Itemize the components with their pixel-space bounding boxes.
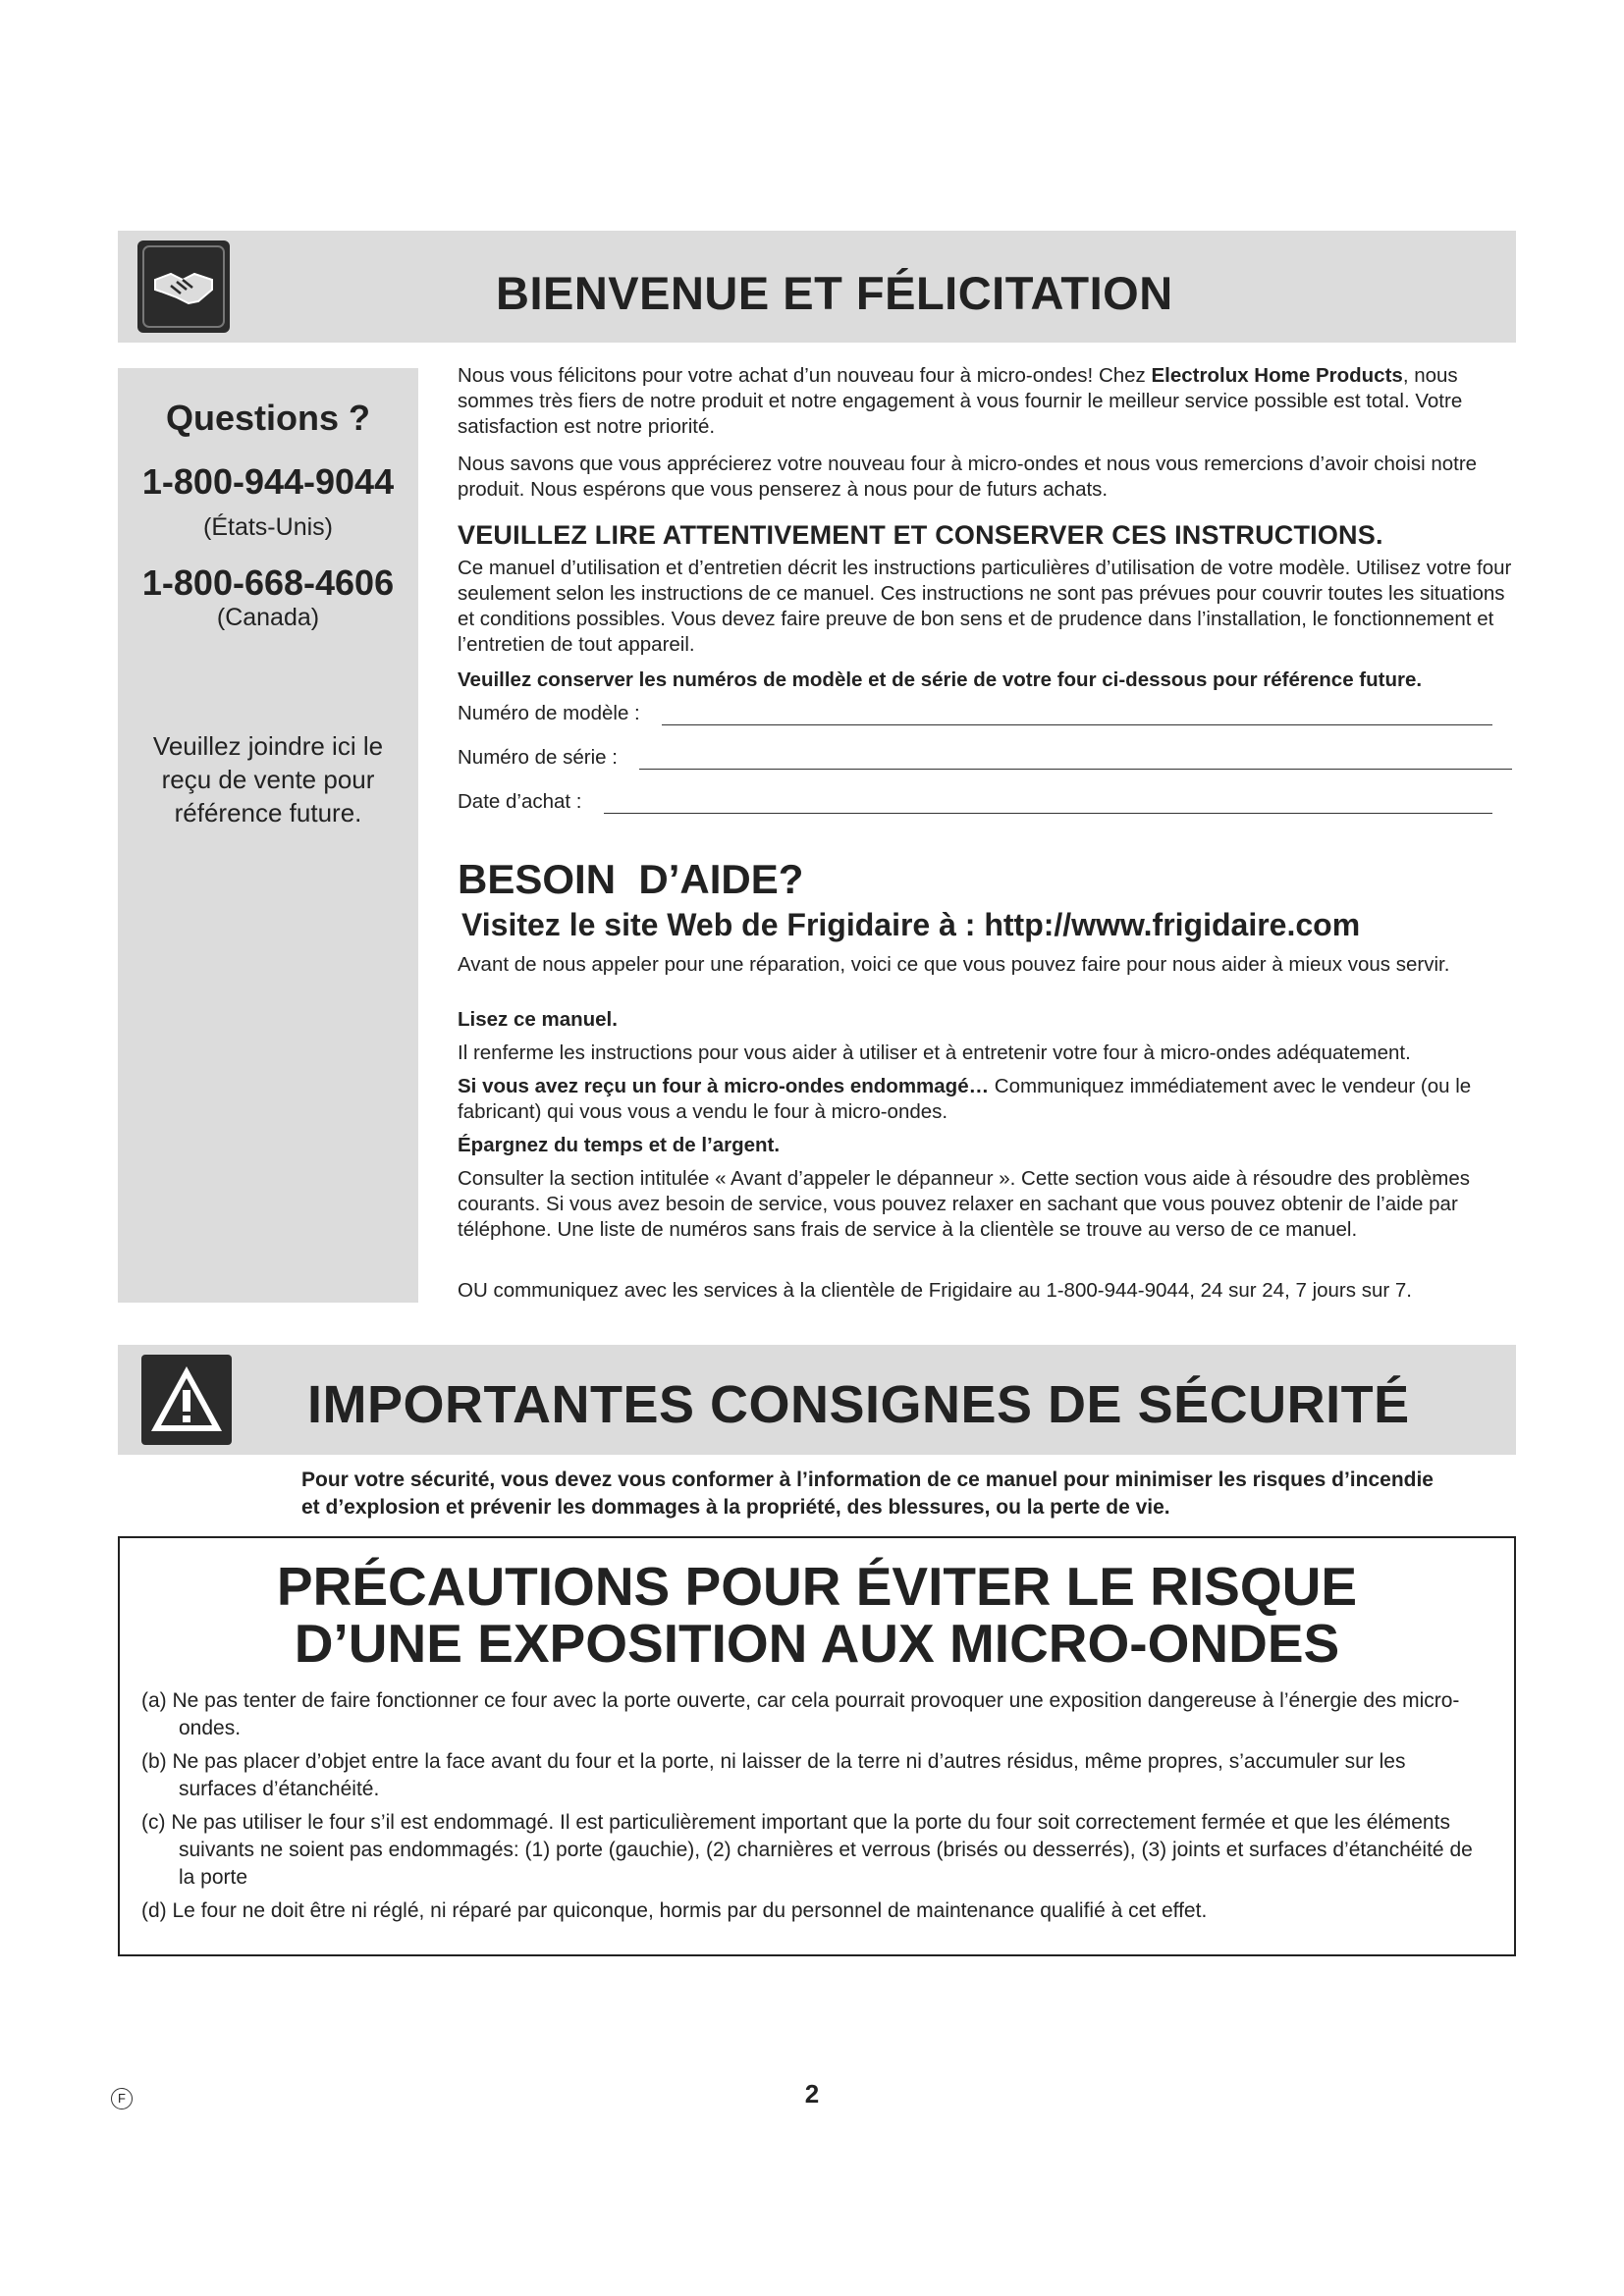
precautions-box [118, 1536, 1516, 1956]
welcome-banner [118, 231, 1516, 343]
phone-canada: 1-800-668-4606 [141, 562, 395, 603]
serial-number-line[interactable] [639, 751, 1512, 770]
save-time-heading: Épargnez du temps et de l’argent. [458, 1134, 781, 1156]
keep-numbers-note: Veuillez conserver les numéros de modèle et de série de votre four ci-dessous pour référence future. [458, 668, 1423, 691]
model-number-line[interactable] [662, 707, 1492, 725]
help-intro: Avant de nous appeler pour une réparation, voici ce que vous pouvez faire pour nous aider à mieux vous servir. [458, 953, 1450, 976]
precautions-title-line-1: PRÉCAUTIONS POUR ÉVITER LE RISQUE [276, 1556, 1358, 1617]
serial-number-label: Numéro de série : [458, 746, 618, 769]
warning-icon [141, 1355, 232, 1445]
precautions-title-line-2: D’UNE EXPOSITION AUX MICRO-ONDES [294, 1613, 1340, 1674]
brand-name: Electrolux Home Products [1151, 364, 1403, 387]
safety-intro: Pour votre sécurité, vous devez vous conformer à l’information de ce manuel pour minimiser les risques d’incendie et d’explosion et prévenir les dommages à la propriété, des blessures, ou la perte de vie. [301, 1468, 1434, 1519]
precaution-item-a: (a) Ne pas tenter de faire fonctionner ce four avec la porte ouverte, car cela pourrait provoquer une exposition dangereuse à l’énergie des micro-ondes. [141, 1689, 1460, 1739]
phone-us: 1-800-944-9044 [141, 461, 395, 502]
precaution-item-c: (c) Ne pas utiliser le four s’il est endommagé. Il est particulièrement important que la porte du four soit correctement fermée et que les éléments suivants ne soient pas endommagés: (1) porte (gauchie), (2) charnières et verrous (brisés ou desserrés), (3) joints et surfaces d’étanchéité de la porte [141, 1811, 1473, 1889]
handshake-icon [137, 240, 230, 333]
intro-paragraph-2: Nous savons que vous apprécierez votre nouveau four à micro-ondes et nous vous remercions d’avoir choisi notre produit. Nous espérons que vous penserez à nous pour de futurs achats. [458, 453, 1478, 501]
instructions-body: Ce manuel d’utilisation et d’entretien décrit les instructions particulières d’utilisation de votre modèle. Utilisez votre four seulement selon les instructions de ce manuel. Ces instructions ne sont pas prévues pour couvrir toutes les situations et conditions possibles. Vous devez faire preuve de bon sens et de prudence dans l’installation, le fonctionnement et l’entretien de tout appareil. [458, 557, 1512, 656]
purchase-date-line[interactable] [604, 795, 1493, 814]
instructions-heading: VEUILLEZ LIRE ATTENTIVEMENT ET CONSERVER CES INSTRUCTIONS. [458, 520, 1383, 550]
help-title: BESOIN D’AIDE? [458, 856, 804, 902]
phone-us-label: (États-Unis) [203, 513, 333, 541]
damaged-unit-heading: Si vous avez reçu un four à micro-ondes endommagé… [458, 1075, 990, 1097]
read-manual-body: Il renferme les instructions pour vous aider à utiliser et à entretenir votre four à micro-ondes adéquatement. [458, 1041, 1411, 1064]
contact-sidebar [118, 368, 418, 1303]
precaution-item-b: (b) Ne pas placer d’objet entre la face avant du four et la porte, ni laisser de la terre ni d’autres résidus, même propres, s’accumuler sur les surfaces d’étanchéité. [141, 1750, 1406, 1800]
precaution-item-d: (d) Le four ne doit être ni réglé, ni réparé par quiconque, hormis par du personnel de maintenance qualifié à cet effet. [141, 1899, 1208, 1922]
receipt-note: Veuillez joindre ici le reçu de vente pour référence future. [152, 731, 384, 828]
safety-title: IMPORTANTES CONSIGNES DE SÉCURITÉ [307, 1375, 1410, 1434]
french-edition-mark: F [111, 2088, 133, 2109]
contact-line: OU communiquez avec les services à la clientèle de Frigidaire au 1-800-944-9044, 24 sur 24, 7 jours sur 7. [458, 1279, 1412, 1302]
save-time-body: Consulter la section intitulée « Avant d’appeler le dépanneur ». Cette section vous aide à résoudre des problèmes courants. Si vous avez besoin de service, vous pouvez relaxer en sachant que vous pouvez obtenir de l’aide par téléphone. Une liste de numéros sans frais de service à la clientèle se trouve au verso de ce manuel. [458, 1167, 1470, 1241]
read-manual-heading: Lisez ce manuel. [458, 1008, 618, 1031]
help-website: Visitez le site Web de Frigidaire à : http://www.frigidaire.com [461, 907, 1361, 942]
damaged-unit-paragraph: Si vous avez reçu un four à micro-ondes endommagé… Communiquez immédiatement avec le vendeur (ou le fabricant) qui vous vous a vendu le four à micro-ondes. [458, 1075, 1472, 1123]
serial-number-field[interactable] [458, 746, 1512, 770]
safety-banner [118, 1345, 1516, 1455]
precautions-title [120, 1558, 1514, 1672]
intro-paragraph-1: Nous vous félicitons pour votre achat d’un nouveau four à micro-ondes! Chez Electrolux Home Products, nous sommes très fiers de notre produit et notre engagement à vous fournir le meilleur service possible est total. Votre satisfaction est notre priorité. [458, 364, 1463, 438]
purchase-date-label: Date d’achat : [458, 790, 582, 813]
page-number: 2 [804, 2079, 820, 2109]
welcome-title: BIENVENUE ET FÉLICITATION [496, 267, 1173, 319]
questions-heading: Questions ? [165, 398, 371, 438]
model-number-field[interactable] [458, 702, 1492, 725]
purchase-date-field[interactable] [458, 790, 1492, 814]
model-number-label: Numéro de modèle : [458, 702, 640, 724]
phone-canada-label: (Canada) [216, 604, 320, 631]
